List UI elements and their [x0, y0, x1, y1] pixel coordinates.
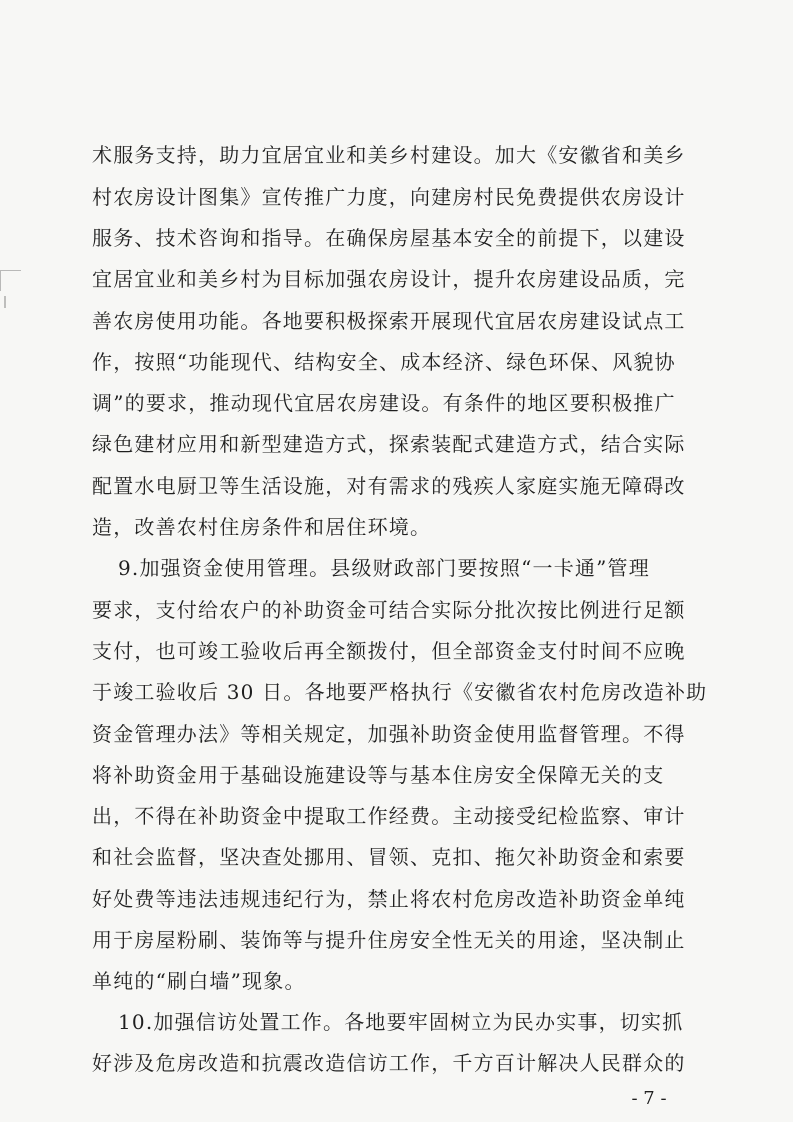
text-line-2: 村农房设计图集》宣传推广力度，向建房村民免费提供农房设计 — [92, 185, 686, 209]
text-line-18: 和社会监督，坚决查处挪用、冒领、克扣、拖欠补助资金和索要 — [92, 845, 686, 869]
text-line-9: 配置水电厨卫等生活设施，对有需求的残疾人家庭实施无障碍改 — [92, 474, 686, 498]
text-line-16: 将补助资金用于基础设施建设等与基本住房安全保障无关的支 — [92, 763, 665, 787]
text-line-8: 绿色建材应用和新型建造方式，探索装配式建造方式，结合实际 — [92, 432, 686, 456]
text-line-3: 服务、技术咨询和指导。在确保房屋基本安全的前提下，以建设 — [92, 226, 686, 250]
text-line-17: 出，不得在补助资金中提取工作经费。主动接受纪检监察、审计 — [92, 804, 686, 828]
text-line-4: 宜居宜业和美乡村为目标加强农房设计，提升农房建设品质，完 — [92, 267, 686, 291]
section-9-heading-line: 9.加强资金使用管理。县级财政部门要按照“一卡通”管理 — [118, 556, 650, 580]
text-line-15: 资金管理办法》等相关规定，加强补助资金使用监督管理。不得 — [92, 722, 686, 746]
text-line-7: 调”的要求，推动现代宜居农房建设。有条件的地区要积极推广 — [92, 391, 676, 415]
text-line-20: 用于房屋粉刷、装饰等与提升住房安全性无关的用途，坚决制止 — [92, 928, 686, 952]
text-line-13: 支付，也可竣工验收后再全额拨付，但全部资金支付时间不应晚 — [92, 639, 686, 663]
page-number: - 7 - — [631, 1088, 667, 1109]
text-line-10: 造，改善农村住房条件和居住环境。 — [92, 515, 432, 539]
text-line-21: 单纯的“刷白墙”现象。 — [92, 969, 306, 993]
text-line-1: 术服务支持，助力宜居宜业和美乡村建设。加大《安徽省和美乡 — [92, 143, 686, 167]
text-line-6: 作，按照“功能现代、结构安全、成本经济、绿色环保、风貌协 — [92, 350, 676, 374]
text-line-5: 善农房使用功能。各地要积极探索开展现代宜居农房建设试点工 — [92, 309, 686, 333]
text-line-14: 于竣工验收后 30 日。各地要严格执行《安徽省农村危房改造补助 — [92, 680, 708, 704]
binding-mark — [0, 270, 21, 291]
text-line-12: 要求，支付给农户的补助资金可结合实际分批次按比例进行足额 — [92, 598, 686, 622]
binding-mark-secondary — [4, 296, 16, 308]
section-10-heading-line: 10.加强信访处置工作。各地要牢固树立为民办实事，切实抓 — [118, 1010, 684, 1034]
text-line-23: 好涉及危房改造和抗震改造信访工作，千方百计解决人民群众的 — [92, 1051, 686, 1075]
text-line-19: 好处费等违法违规违纪行为，禁止将农村危房改造补助资金单纯 — [92, 887, 686, 911]
